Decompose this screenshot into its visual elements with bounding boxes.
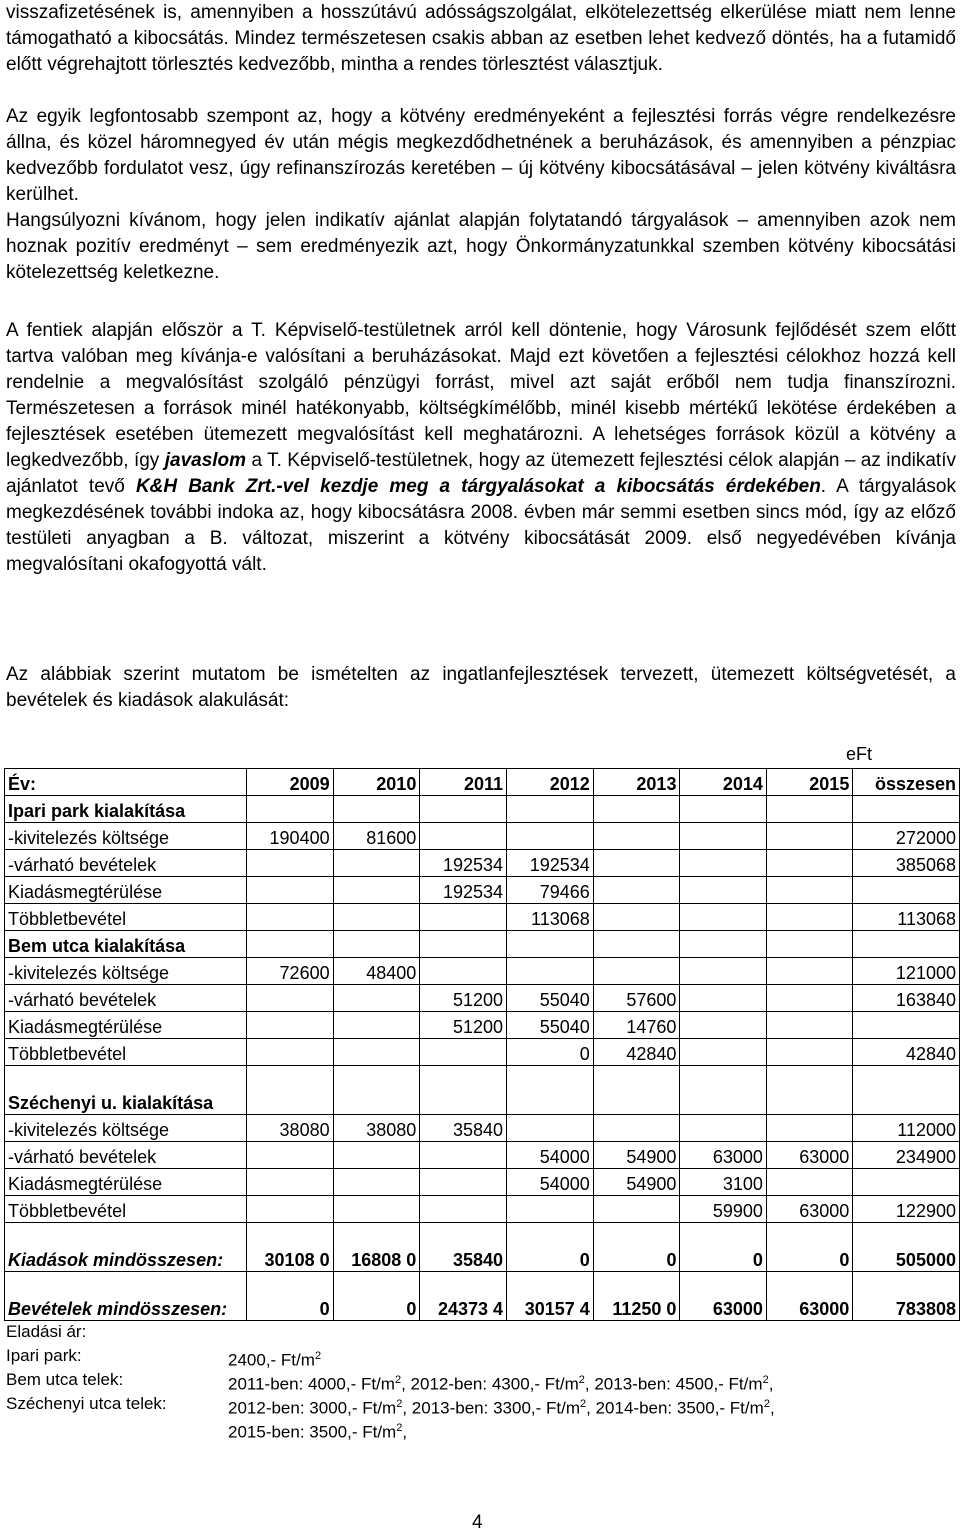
- table-row: [5, 823, 960, 850]
- table-cell: [766, 1012, 852, 1039]
- table-cell: [680, 796, 766, 823]
- table-cell: 0: [766, 1223, 852, 1272]
- table-cell: [420, 958, 507, 985]
- table-cell: [766, 1066, 852, 1115]
- table-row: [5, 904, 960, 931]
- table-row: [5, 1115, 960, 1142]
- table-cell: 3100: [680, 1169, 766, 1196]
- table-cell: [680, 1066, 766, 1115]
- table-cell: [766, 985, 852, 1012]
- table-cell: [246, 985, 333, 1012]
- table-cell: 24373 4: [420, 1272, 507, 1321]
- table-cell: [593, 931, 680, 958]
- table-row: [5, 1196, 960, 1223]
- table-cell: összesen: [853, 769, 960, 796]
- table-cell: [507, 796, 594, 823]
- table-cell: [420, 1066, 507, 1115]
- table-cell: [766, 904, 852, 931]
- table-cell: 2009: [246, 769, 333, 796]
- table-row: [5, 1066, 960, 1115]
- table-row: [5, 1039, 960, 1066]
- table-cell: 35840: [420, 1115, 507, 1142]
- table-cell: [593, 823, 680, 850]
- paragraph-intro-table: Az alábbiak szerint mutatom be ismételten az ingatlanfejlesztések tervezett, ütemezett költségvetését, a bevételek és kiadások alakulását:: [6, 664, 956, 711]
- table-cell: [507, 823, 594, 850]
- table-cell: [766, 1039, 852, 1066]
- table-cell: [420, 823, 507, 850]
- table-cell: [593, 1196, 680, 1223]
- table-cell: [246, 1012, 333, 1039]
- table-cell: 234900: [853, 1142, 960, 1169]
- table-cell: [420, 796, 507, 823]
- table-cell: 2015: [766, 769, 852, 796]
- sale-label: Széchenyi utca telek:: [6, 1394, 167, 1413]
- table-cell: 163840: [853, 985, 960, 1012]
- table-row: [5, 850, 960, 877]
- table-cell: 48400: [333, 958, 420, 985]
- row-label: -kivitelezés költsége: [5, 823, 247, 850]
- table-cell: 113068: [507, 904, 594, 931]
- page-number: 4: [472, 1512, 483, 1533]
- table-cell: 38080: [333, 1115, 420, 1142]
- table-cell: 192534: [420, 850, 507, 877]
- table-cell: 2011: [420, 769, 507, 796]
- table-cell: [766, 850, 852, 877]
- table-row: [5, 877, 960, 904]
- table-cell: 54900: [593, 1142, 680, 1169]
- paragraph-emphasis: Hangsúlyozni kívánom, hogy jelen indikatív ajánlat alapján folytatandó tárgyalások – amennyiben azok nem hoznak pozitív eredményt – sem eredményezik azt, hogy Önkormányzatunkkal szemben kötvény kibocsátási kötelezettség keletkezne.: [6, 210, 956, 283]
- table-cell: 59900: [680, 1196, 766, 1223]
- table-cell: [593, 796, 680, 823]
- table-cell: 190400: [246, 823, 333, 850]
- unit-label: eFt: [846, 744, 873, 764]
- table-cell: 51200: [420, 985, 507, 1012]
- table-cell: 2010: [333, 769, 420, 796]
- table-cell: 113068: [853, 904, 960, 931]
- table-cell: [507, 1196, 594, 1223]
- table-cell: [853, 931, 960, 958]
- budget-table: [4, 768, 960, 1321]
- table-cell: [333, 904, 420, 931]
- table-cell: [420, 1039, 507, 1066]
- row-label: Többletbevétel: [5, 1196, 247, 1223]
- table-cell: [680, 1039, 766, 1066]
- paragraph-main-proposal: A fentiek alapján először a T. Képviselő-testületnek arról kell döntenie, hogy Városunk fejlődését szem előtt tartva valóban meg kívánja-e valósítani a beruházásokat. Majd ezt követően a fejlesztési célokhoz hozzá kell rendelnie a megvalósítást szolgáló pénzügyi forrást, mivel azt saját erőből nem tudja finanszírozni. Természetesen a források minél hatékonyabb, költségkímélőbb, minél kisebb mértékű lekötése érdekében a fejlesztések esetében ütemezett megvalósítást kell meghatározni. A lehetséges források közül a kötvény a legkedvezőbb, így javaslom a T. Képviselő-testületnek, hogy az ütemezett fejlesztési célok alapján – az indikatív ajánlatot tevő K&H Bank Zrt.-vel kezdje meg a tárgyalásokat a kibocsátás érdekében. A tárgyalások megkezdésének további indoka az, hogy kibocsátásra 2008. évben már semmi esetben sincs mód, így az előző testületi anyagban a B. változat, miszerint a kötvény kibocsátását 2009. első negyedévében kívánja megvalósítani okafogyottá vált.: [6, 320, 956, 575]
- table-cell: [766, 931, 852, 958]
- table-cell: 112000: [853, 1115, 960, 1142]
- table-cell: [766, 958, 852, 985]
- table-header-row: [5, 769, 960, 796]
- table-cell: 54000: [507, 1169, 594, 1196]
- table-cell: [680, 1115, 766, 1142]
- row-label: Ipari park kialakítása: [5, 796, 247, 823]
- table-cell: [246, 1039, 333, 1066]
- table-cell: 0: [333, 1272, 420, 1321]
- table-cell: 79466: [507, 877, 594, 904]
- table-cell: [333, 796, 420, 823]
- table-cell: [420, 1169, 507, 1196]
- table-cell: 11250 0: [593, 1272, 680, 1321]
- table-cell: 54900: [593, 1169, 680, 1196]
- sale-value: 2015-ben: 3500,- $Ft/m^2$,: [228, 1422, 408, 1442]
- table-cell: 505000: [853, 1223, 960, 1272]
- table-cell: [766, 1115, 852, 1142]
- table-cell: [593, 904, 680, 931]
- paragraph-bond-importance: Az egyik legfontosabb szempont az, hogy a kötvény eredményeként a fejlesztési forrás végre rendelkezésre állna, és közel háromnegyed év után mégis megkezdődhetnének a beruházások, és amennyiben a pénzpiac kedvezőbb fordulatot vesz, úgy refinanszírozás keretében – új kötvény kibocsátásával – jelen kötvény kiváltásra kerülhet.: [6, 106, 956, 205]
- row-label: Kiadások mindösszesen:: [5, 1223, 247, 1272]
- row-label: Többletbevétel: [5, 1039, 247, 1066]
- table-cell: 122900: [853, 1196, 960, 1223]
- table-cell: [680, 958, 766, 985]
- table-cell: [333, 1142, 420, 1169]
- table-cell: 55040: [507, 1012, 594, 1039]
- table-cell: 2013: [593, 769, 680, 796]
- table-row: [5, 1142, 960, 1169]
- table-cell: 63000: [766, 1142, 852, 1169]
- table-cell: [333, 1066, 420, 1115]
- table-cell: [246, 1169, 333, 1196]
- table-cell: [593, 958, 680, 985]
- table-cell: [333, 1039, 420, 1066]
- table-cell: 63000: [680, 1272, 766, 1321]
- table-cell: [420, 904, 507, 931]
- table-cell: 121000: [853, 958, 960, 985]
- table-cell: 55040: [507, 985, 594, 1012]
- table-cell: [507, 1066, 594, 1115]
- table-cell: [593, 1115, 680, 1142]
- table-cell: 192534: [420, 877, 507, 904]
- row-label: -kivitelezés költsége: [5, 958, 247, 985]
- table-cell: 16808 0: [333, 1223, 420, 1272]
- table-cell: [246, 796, 333, 823]
- table-row: [5, 985, 960, 1012]
- table-cell: 0: [246, 1272, 333, 1321]
- table-cell: [507, 958, 594, 985]
- table-cell: [246, 904, 333, 931]
- table-cell: [680, 931, 766, 958]
- table-cell: 192534: [507, 850, 594, 877]
- row-label: Széchenyi u. kialakítása: [5, 1066, 247, 1115]
- row-label: Kiadásmegtérülése: [5, 1169, 247, 1196]
- table-cell: [507, 1115, 594, 1142]
- table-cell: [246, 1196, 333, 1223]
- table-cell: [246, 850, 333, 877]
- table-cell: [680, 850, 766, 877]
- table-cell: [333, 985, 420, 1012]
- row-label: -kivitelezés költsége: [5, 1115, 247, 1142]
- table-cell: 57600: [593, 985, 680, 1012]
- table-cell: [766, 823, 852, 850]
- table-cell: 81600: [333, 823, 420, 850]
- row-label: Bem utca kialakítása: [5, 931, 247, 958]
- table-cell: 2012: [507, 769, 594, 796]
- table-cell: [680, 877, 766, 904]
- table-cell: [246, 877, 333, 904]
- row-label: Többletbevétel: [5, 904, 247, 931]
- table-cell: 38080: [246, 1115, 333, 1142]
- table-cell: [507, 931, 594, 958]
- row-label: -várható bevételek: [5, 985, 247, 1012]
- table-cell: 72600: [246, 958, 333, 985]
- table-cell: [853, 1012, 960, 1039]
- paragraph-continuation: visszafizetésének is, amennyiben a hosszútávú adósságszolgálat, elkötelezettség elkerülése miatt nem lenne támogatható a kibocsátás. Mindez természetesen csakis abban az esetben lehet kedvező döntés, ha a futamidő előtt végrehajtott törlesztés kedvezőbb, mintha a rendes törlesztést választjuk.: [6, 2, 956, 75]
- table-cell: 30157 4: [507, 1272, 594, 1321]
- table-cell: 54000: [507, 1142, 594, 1169]
- sale-value: 2012-ben: 3000,- $Ft/m^2$, 2013-ben: 3300,- $Ft/m^2$, 2014-ben: 3500,- $Ft/m^2$,: [228, 1398, 775, 1418]
- table-cell: 42840: [593, 1039, 680, 1066]
- table-row: [5, 1012, 960, 1039]
- row-label: Bevételek mindösszesen:: [5, 1272, 247, 1321]
- sale-value: 2400,- $Ft/m^2$: [228, 1350, 322, 1370]
- table-cell: [246, 931, 333, 958]
- table-cell: 30108 0: [246, 1223, 333, 1272]
- table-cell: [420, 1196, 507, 1223]
- sale-label: Bem utca telek:: [6, 1370, 124, 1389]
- table-row: [5, 1169, 960, 1196]
- table-row: [5, 796, 960, 823]
- table-cell: [246, 1066, 333, 1115]
- table-cell: 51200: [420, 1012, 507, 1039]
- table-cell: 35840: [420, 1223, 507, 1272]
- table-cell: 14760: [593, 1012, 680, 1039]
- row-label: Kiadásmegtérülése: [5, 1012, 247, 1039]
- sale-value: 2011-ben: 4000,- $Ft/m^2$, 2012-ben: 4300,- $Ft/m^2$, 2013-ben: 4500,- $Ft/m^2$,: [228, 1374, 774, 1394]
- table-cell: [680, 904, 766, 931]
- table-cell: 0: [680, 1223, 766, 1272]
- table-cell: [766, 1169, 852, 1196]
- table-cell: [333, 877, 420, 904]
- row-label: -várható bevételek: [5, 1142, 247, 1169]
- table-cell: 0: [507, 1223, 594, 1272]
- table-cell: 0: [593, 1223, 680, 1272]
- table-cell: 63000: [766, 1272, 852, 1321]
- table-cell: [853, 877, 960, 904]
- table-cell: 63000: [680, 1142, 766, 1169]
- table-cell: [333, 931, 420, 958]
- table-cell: [593, 1066, 680, 1115]
- table-cell: [246, 1142, 333, 1169]
- table-cell: [680, 985, 766, 1012]
- sale-label: Ipari park:: [6, 1346, 82, 1365]
- table-cell: 272000: [853, 823, 960, 850]
- table-cell: [593, 850, 680, 877]
- table-cell: [333, 1196, 420, 1223]
- table-cell: [420, 1142, 507, 1169]
- table-cell: 385068: [853, 850, 960, 877]
- table-cell: [680, 1012, 766, 1039]
- table-cell: 63000: [766, 1196, 852, 1223]
- sale-title: Eladási ár:: [6, 1322, 87, 1341]
- row-label: Kiadásmegtérülése: [5, 877, 247, 904]
- table-cell: 783808: [853, 1272, 960, 1321]
- table-cell: [593, 877, 680, 904]
- table-cell: 0: [507, 1039, 594, 1066]
- table-cell: [766, 877, 852, 904]
- table-cell: 42840: [853, 1039, 960, 1066]
- table-cell: [853, 796, 960, 823]
- table-row: [5, 958, 960, 985]
- table-row: [5, 1272, 960, 1321]
- table-cell: [853, 1169, 960, 1196]
- table-row: [5, 1223, 960, 1272]
- row-label: -várható bevételek: [5, 850, 247, 877]
- table-cell: [333, 1012, 420, 1039]
- table-cell: [333, 850, 420, 877]
- table-cell: [333, 1169, 420, 1196]
- row-label: Év:: [5, 769, 247, 796]
- table-cell: [853, 1066, 960, 1115]
- table-cell: [420, 931, 507, 958]
- table-row: [5, 931, 960, 958]
- table-cell: 2014: [680, 769, 766, 796]
- table-cell: [766, 796, 852, 823]
- table-cell: [680, 823, 766, 850]
